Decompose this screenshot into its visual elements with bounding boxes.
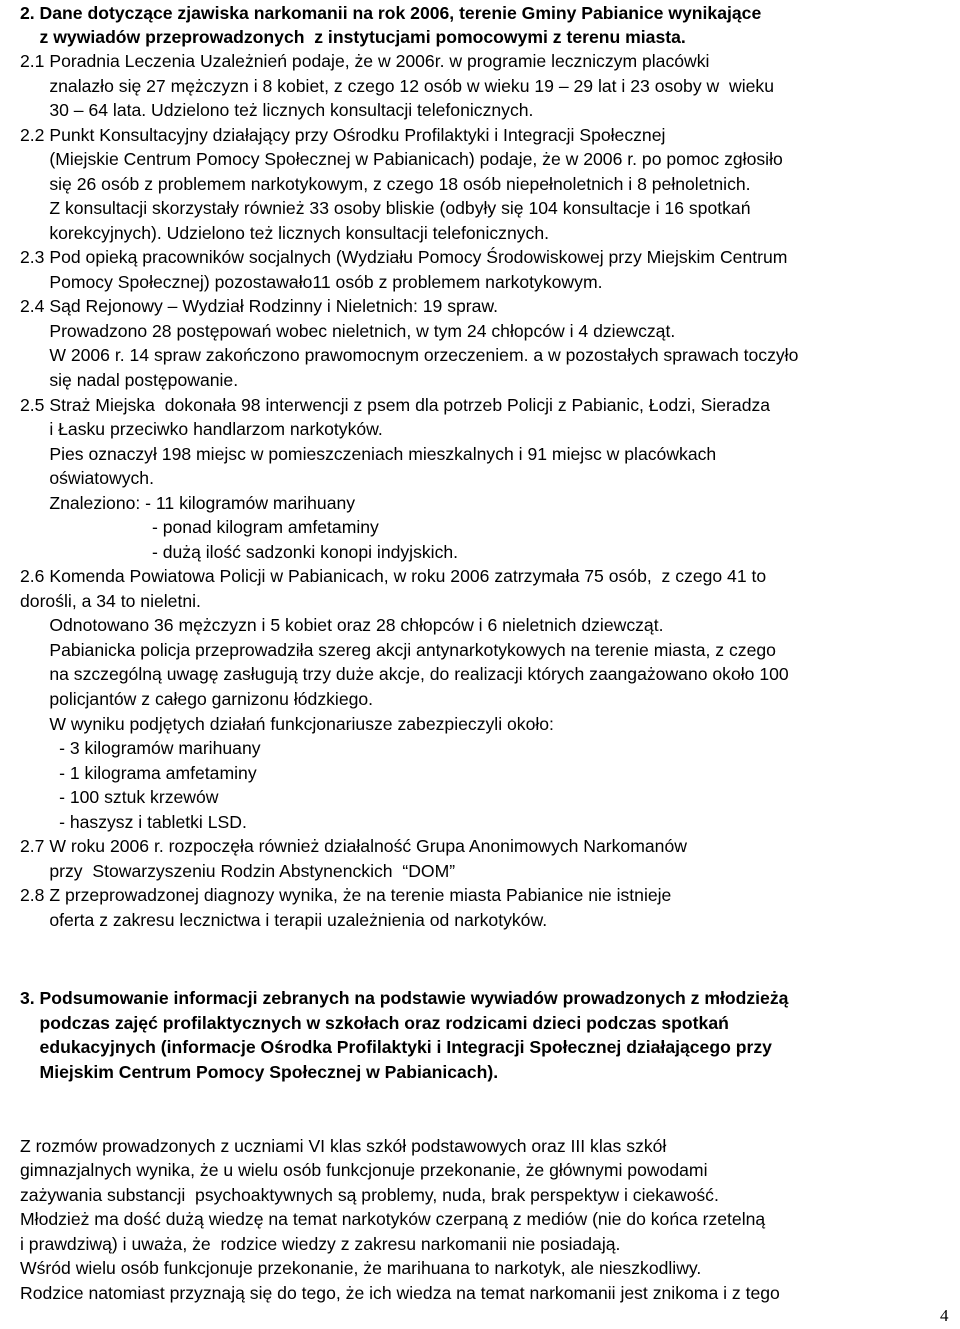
text-line: oferta z zakresu lecznictwa i terapii uzależnienia od narkotyków. bbox=[20, 910, 548, 930]
section-3-heading-line-2: podczas zajęć profilaktycznych w szkołach oraz rodzicami dzieci podczas spotkań bbox=[20, 1013, 729, 1033]
text-line: dorośli, a 34 to nieletni. bbox=[20, 591, 201, 611]
summary-line: gimnazjalnych wynika, że u wielu osób funkcjonuje przekonanie, że głównymi powodami bbox=[20, 1160, 708, 1180]
text-line: Odnotowano 36 mężczyzn i 5 kobiet oraz 28 chłopców i 6 nieletnich dziewcząt. bbox=[20, 615, 664, 635]
summary-line: Wśród wielu osób funkcjonuje przekonanie, że marihuana to narkotyk, ale nieszkodliwy. bbox=[20, 1258, 702, 1278]
text-line: znalazło się 27 mężczyzn i 8 kobiet, z czego 12 osób w wieku 19 – 29 lat i 23 osoby w wieku bbox=[20, 76, 774, 96]
text-line: 2.5 Straż Miejska dokonała 98 interwencji z psem dla potrzeb Policji z Pabianic, Łodzi, Sieradza bbox=[20, 395, 771, 415]
text-line: 2.4 Sąd Rejonowy – Wydział Rodzinny i Nieletnich: 19 spraw. bbox=[20, 296, 499, 316]
section-2-heading-line-1: 2. Dane dotyczące zjawiska narkomanii na rok 2006, terenie Gminy Pabianice wynikające bbox=[20, 3, 762, 23]
text-line: - dużą ilość sadzonki konopi indyjskich. bbox=[20, 542, 459, 562]
summary-line: Młodzież ma dość dużą wiedzę na temat narkotyków czerpaną z mediów (nie do końca rzetelną bbox=[20, 1209, 766, 1229]
summary-line: Rodzice natomiast przyznają się do tego, że ich wiedza na temat narkomanii jest znikoma i z tego bbox=[20, 1283, 780, 1303]
text-line: się nadal postępowanie. bbox=[20, 370, 239, 390]
section-3-heading-line-4: Miejskim Centrum Pomocy Społecznej w Pabianicach). bbox=[20, 1062, 499, 1082]
text-line: oświatowych. bbox=[20, 468, 154, 488]
section-3-heading-line-3: edukacyjnych (informacje Ośrodka Profilaktyki i Integracji Społecznej działającego przy bbox=[20, 1037, 772, 1057]
text-line: W wyniku podjętych działań funkcjonariusze zabezpieczyli około: bbox=[20, 714, 554, 734]
text-line: 2.6 Komenda Powiatowa Policji w Pabianicach, w roku 2006 zatrzymała 75 osób, z czego 41 to bbox=[20, 566, 767, 586]
summary-line: Z rozmów prowadzonych z uczniami VI klas szkół podstawowych oraz III klas szkół bbox=[20, 1136, 667, 1156]
section-2-heading-line-2: z wywiadów przeprowadzonych z instytucjami pomocowymi z terenu miasta. bbox=[20, 27, 686, 47]
text-line: Prowadzono 28 postępowań wobec nieletnich, w tym 24 chłopców i 4 dziewcząt. bbox=[20, 321, 676, 341]
text-line: i Łasku przeciwko handlarzom narkotyków. bbox=[20, 419, 383, 439]
text-line: Znaleziono: - 11 kilogramów marihuany bbox=[20, 493, 356, 513]
text-line: na szczególną uwagę zasługują trzy duże akcje, do realizacji których zaangażowano około 100 bbox=[20, 664, 789, 684]
text-line: korekcyjnych). Udzielono też licznych konsultacji telefonicznych. bbox=[20, 223, 550, 243]
text-line: Pomocy Społecznej) pozostawało11 osób z problemem narkotykowym. bbox=[20, 272, 603, 292]
text-line: - 100 sztuk krzewów bbox=[20, 787, 219, 807]
text-line: 2.7 W roku 2006 r. rozpoczęła również działalność Grupa Anonimowych Narkomanów bbox=[20, 836, 687, 856]
text-line: - 3 kilogramów marihuany bbox=[20, 738, 261, 758]
text-line: Pabianicka policja przeprowadziła szereg akcji antynarkotykowych na terenie miasta, z czego bbox=[20, 640, 776, 660]
text-line: przy Stowarzyszeniu Rodzin Abstynenckich “DOM” bbox=[20, 861, 456, 881]
page-number: 4 bbox=[940, 1306, 949, 1325]
text-line: W 2006 r. 14 spraw zakończono prawomocnym orzeczeniem. a w pozostałych sprawach toczyło bbox=[20, 345, 799, 365]
text-line: 2.8 Z przeprowadzonej diagnozy wynika, że na terenie miasta Pabianice nie istnieje bbox=[20, 885, 672, 905]
text-line: 30 – 64 lata. Udzielono też licznych konsultacji telefonicznych. bbox=[20, 100, 534, 120]
text-line: (Miejskie Centrum Pomocy Społecznej w Pabianicach) podaje, że w 2006 r. po pomoc zgłosiło bbox=[20, 149, 783, 169]
text-line: policjantów z całego garnizonu łódzkiego. bbox=[20, 689, 374, 709]
text-line: Pies oznaczył 198 miejsc w pomieszczeniach mieszkalnych i 91 miejsc w placówkach bbox=[20, 444, 717, 464]
summary-line: zażywania substancji psychoaktywnych są problemy, nuda, brak perspektyw i ciekawość. bbox=[20, 1185, 719, 1205]
text-line: - ponad kilogram amfetaminy bbox=[20, 517, 379, 537]
text-line: 2.3 Pod opieką pracowników socjalnych (Wydziału Pomocy Środowiskowej przy Miejskim Centrum bbox=[20, 247, 788, 267]
text-line: - 1 kilograma amfetaminy bbox=[20, 763, 257, 783]
section-3-heading-line-1: 3. Podsumowanie informacji zebranych na podstawie wywiadów prowadzonych z młodzieżą bbox=[20, 988, 789, 1008]
text-line: Z konsultacji skorzystały również 33 osoby bliskie (odbyły się 104 konsultacje i 16 spotkań bbox=[20, 198, 751, 218]
text-line: 2.2 Punkt Konsultacyjny działający przy Ośrodku Profilaktyki i Integracji Społecznej bbox=[20, 125, 666, 145]
text-line: się 26 osób z problemem narkotykowym, z czego 18 osób niepełnoletnich i 8 pełnoletnich. bbox=[20, 174, 751, 194]
summary-line: i prawdziwą) i uważa, że rodzice wiedzy z zakresu narkomanii nie posiadają. bbox=[20, 1234, 621, 1254]
text-line: 2.1 Poradnia Leczenia Uzależnień podaje, że w 2006r. w programie leczniczym placówki bbox=[20, 51, 710, 71]
text-line: - haszysz i tabletki LSD. bbox=[20, 812, 247, 832]
